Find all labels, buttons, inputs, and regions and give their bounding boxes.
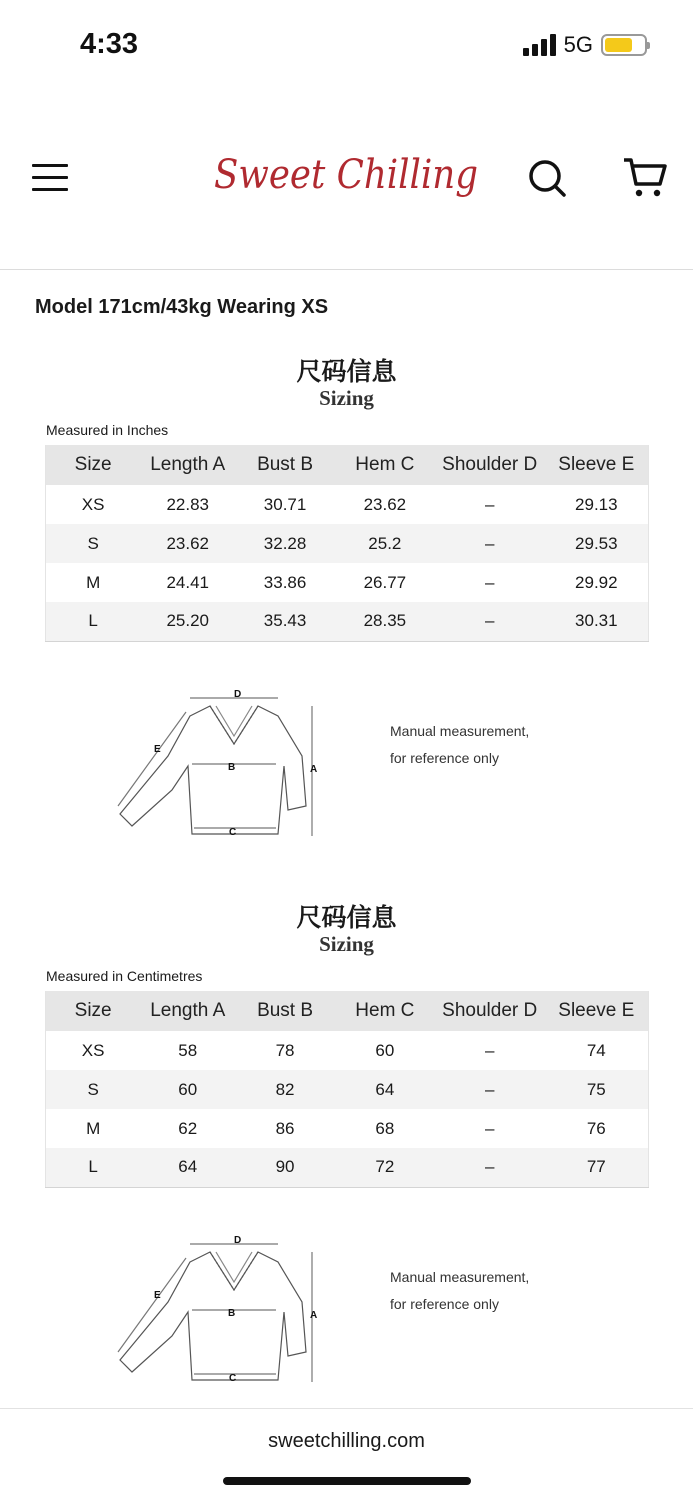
table-cell: 90	[235, 1148, 335, 1187]
table-row	[46, 485, 649, 524]
diagram-label-e: E	[154, 744, 161, 755]
table-cell: 29.92	[575, 572, 618, 592]
table-cell: –	[484, 1118, 495, 1138]
table-cell: –	[484, 494, 495, 514]
table-cell: 74	[586, 1040, 606, 1060]
reference-note-line2: for reference only	[390, 750, 499, 766]
table-cell: 24.41	[166, 572, 209, 592]
table-header-row	[46, 991, 649, 1031]
column-header: Length A	[140, 445, 235, 485]
sizing-title-en: Sizing	[319, 386, 374, 410]
diagram-label-b: B	[228, 1308, 236, 1319]
diagram-label-c: C	[229, 827, 237, 838]
table-cell: 32.28	[235, 524, 335, 563]
table-cell: –	[435, 602, 545, 641]
reference-note-line1: Manual measurement,	[390, 1269, 530, 1285]
table-cell: 64	[335, 1070, 435, 1109]
sizing-title-en: Sizing	[319, 932, 374, 956]
table-cell: 78	[275, 1040, 295, 1060]
table-cell: 29.13	[575, 494, 618, 514]
table-row	[46, 1109, 649, 1148]
sweater-measurement-diagram	[110, 1232, 330, 1392]
table-cell: 23.62	[363, 494, 407, 514]
table-cell: 77	[545, 1148, 649, 1187]
column-header: Shoulder D	[435, 445, 545, 485]
table-row	[46, 524, 649, 563]
model-info: Model 171cm/43kg Wearing XS	[35, 296, 329, 318]
table-row	[46, 1070, 649, 1109]
table-cell: 82	[235, 1070, 335, 1109]
table-cell: –	[484, 572, 495, 592]
table-cell: 76	[586, 1118, 606, 1138]
table-cell: S	[46, 524, 141, 563]
signal-icon	[523, 34, 556, 56]
table-cell: –	[435, 1148, 545, 1187]
table-cell: 60	[140, 1070, 235, 1109]
column-header: Bust B	[235, 991, 335, 1031]
footer-divider	[0, 1408, 693, 1409]
table-cell: 26.77	[363, 572, 407, 592]
column-header: Bust B	[235, 445, 335, 485]
diagram-label-a: A	[310, 764, 318, 775]
table-cell: 86	[275, 1118, 295, 1138]
diagram-label-d: D	[234, 689, 242, 700]
size-table-centimetres	[45, 991, 649, 1188]
table-cell: 62	[178, 1118, 198, 1138]
table-cell: L	[46, 1148, 141, 1187]
svg-text:Sweet Chilling: Sweet Chilling	[214, 152, 478, 198]
table-row	[46, 563, 649, 602]
column-header: Sleeve E	[545, 445, 649, 485]
table-cell: –	[435, 524, 545, 563]
sweater-measurement-diagram	[110, 686, 330, 846]
table-cell: XS	[81, 1040, 105, 1060]
table-cell: M	[86, 572, 101, 592]
table-cell: 28.35	[335, 602, 435, 641]
table-cell: 72	[335, 1148, 435, 1187]
table-cell: 58	[178, 1040, 198, 1060]
status-indicators	[523, 32, 647, 58]
column-header: Sleeve E	[545, 991, 649, 1031]
sizing-title-cn: 尺码信息	[296, 357, 397, 386]
table-cell: 68	[375, 1118, 395, 1138]
table-cell: 64	[140, 1148, 235, 1187]
table-cell: 25.2	[335, 524, 435, 563]
column-header: Size	[46, 445, 141, 485]
reference-note	[390, 718, 529, 772]
table-cell: 30.31	[545, 602, 649, 641]
table-cell: –	[484, 1040, 495, 1060]
hamburger-icon[interactable]	[32, 164, 68, 192]
header-divider	[0, 269, 693, 270]
table-cell: 60	[375, 1040, 395, 1060]
status-time: 4:33	[80, 28, 139, 60]
column-header: Hem C	[335, 445, 435, 485]
table-cell: XS	[81, 494, 105, 514]
unit-note: Measured in Inches	[46, 422, 169, 438]
table-cell: 35.43	[235, 602, 335, 641]
reference-note-line1: Manual measurement,	[390, 723, 530, 739]
table-row	[46, 1148, 649, 1187]
column-header: Hem C	[335, 991, 435, 1031]
home-indicator[interactable]	[223, 1477, 471, 1485]
brand-logo[interactable]	[210, 142, 482, 210]
diagram-label-c: C	[229, 1373, 237, 1384]
network-label: 5G	[563, 32, 593, 57]
table-cell: 25.20	[140, 602, 235, 641]
site-header	[0, 130, 693, 230]
table-cell: 75	[545, 1070, 649, 1109]
reference-note	[390, 1264, 529, 1318]
site-url[interactable]: sweetchilling.com	[268, 1430, 425, 1452]
diagram-label-d: D	[234, 1235, 242, 1246]
column-header: Size	[46, 991, 141, 1031]
table-cell: 22.83	[166, 494, 209, 514]
diagram-label-a: A	[310, 1310, 318, 1321]
diagram-label-b: B	[228, 762, 236, 773]
table-cell: 29.53	[545, 524, 649, 563]
size-table-inches	[45, 445, 649, 642]
table-cell: S	[46, 1070, 141, 1109]
search-icon[interactable]	[527, 158, 567, 198]
table-cell: 23.62	[140, 524, 235, 563]
table-cell: L	[46, 602, 141, 641]
sizing-title-cn: 尺码信息	[296, 903, 397, 932]
status-bar	[0, 0, 693, 90]
diagram-label-e: E	[154, 1290, 161, 1301]
table-cell: 33.86	[263, 572, 307, 592]
column-header: Shoulder D	[435, 991, 545, 1031]
table-row	[46, 602, 649, 641]
cart-icon[interactable]	[622, 156, 668, 200]
unit-note: Measured in Centimetres	[46, 968, 203, 984]
table-cell: –	[435, 1070, 545, 1109]
table-row	[46, 1031, 649, 1070]
table-header-row	[46, 445, 649, 485]
reference-note-line2: for reference only	[390, 1296, 499, 1312]
table-cell: 30.71	[263, 494, 307, 514]
battery-icon	[601, 34, 647, 56]
table-cell: M	[86, 1118, 101, 1138]
column-header: Length A	[140, 991, 235, 1031]
